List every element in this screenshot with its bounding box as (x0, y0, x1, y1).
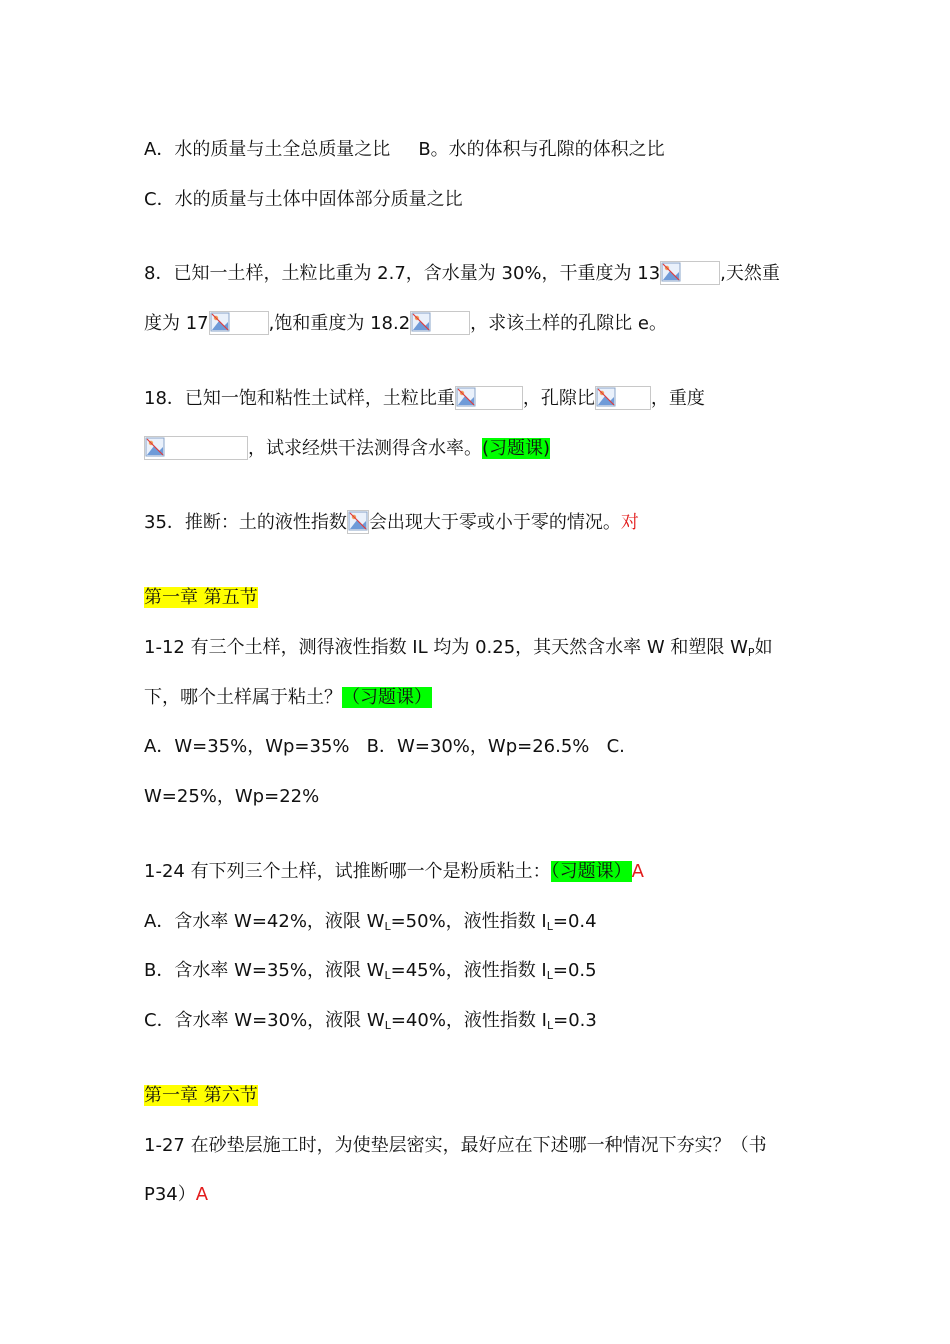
broken-image-icon (455, 386, 523, 410)
option-text: C．含水率 W=30%，液限 W (144, 1010, 385, 1031)
option-sub: L (384, 969, 391, 982)
option-sub: L (384, 920, 391, 933)
option-text: =0.5 (552, 960, 597, 981)
q1-12-line-2 (144, 685, 432, 711)
q1-24-line (144, 859, 644, 885)
q18-text-c: ，重度 (650, 388, 705, 409)
q1-27-line-1: 1-27 在砂垫层施工时，为使垫层密实，最好应在下述哪一种情况下夯实？（书 (144, 1135, 767, 1156)
q1-27-text: P34） (144, 1184, 196, 1205)
q8-text: 8．已知一土样，土粒比重为 2.7，含水量为 30%，干重度为 13 (144, 263, 661, 284)
q18-tag: (习题课) (482, 438, 551, 459)
broken-image-icon (347, 510, 369, 534)
q18-text-a: 18．已知一饱和粘性土试样，土粒比重 (144, 388, 455, 409)
broken-image-icon (595, 386, 651, 410)
q1-24-answer: A (631, 861, 644, 882)
section-heading-6-text: 第一章 第六节 (144, 1085, 258, 1106)
q18-line-2 (144, 436, 550, 462)
q7-option-a: A．水的质量与土全总质量之比 (144, 139, 391, 160)
q1-12-line-1 (144, 635, 773, 661)
option-sub: L (546, 1019, 554, 1032)
section-heading-5-text: 第一章 第五节 (144, 587, 258, 608)
broken-image-icon (209, 311, 269, 335)
q18-text-b: ，孔隙比 (522, 388, 595, 409)
option-sub: L (546, 920, 553, 933)
option-sub: L (546, 969, 553, 982)
q1-24-option-a (144, 909, 597, 935)
option-text: =0.3 (553, 1010, 597, 1031)
option-text: =45%，液性指数 I (390, 960, 547, 981)
broken-image-icon (660, 261, 720, 285)
q1-24-text: 1-24 有下列三个土样，试推断哪一个是粉质粘土： (144, 861, 551, 882)
option-text: B．含水率 W=35%，液限 W (144, 960, 385, 981)
q35-text-a: 35．推断：土的液性指数 (144, 512, 347, 533)
q7-option-line-1 (144, 137, 665, 163)
option-text: =0.4 (552, 911, 597, 932)
q7-option-b: B。水的体积与孔隙的体积之比 (418, 139, 665, 160)
q8-text-b: ,饱和重度为 18.2 (268, 313, 411, 334)
option-sub: L (384, 1019, 391, 1032)
q1-12-text-a: 1-12 有三个土样，测得液性指数 IL 均为 0.25，其天然含水率 W 和塑限 W (144, 637, 748, 658)
option-text: =40%，液性指数 I (390, 1010, 547, 1031)
q7-option-c: C．水的质量与土体中固体部分质量之比 (144, 189, 463, 210)
q18-line-1 (144, 386, 705, 412)
q1-12-sub: P (747, 646, 755, 659)
q1-12-options-2: W=25%，Wp=22% (144, 786, 320, 807)
q1-12-options-1: A．W=35%，Wp=35% B．W=30%，Wp=26.5% C. (144, 736, 625, 757)
q1-24-tag: （习题课） (550, 861, 632, 882)
q1-12-text-c: 下，哪个土样属于粘土？ (144, 687, 342, 708)
section-heading-6 (144, 1083, 258, 1109)
option-text: =50%，液性指数 I (390, 911, 547, 932)
q18-text-d: ，试求经烘干法测得含水率。 (248, 438, 482, 459)
q1-27-answer: A (195, 1184, 209, 1205)
q8-line-2 (144, 311, 667, 337)
q35-text-b: 会出现大于零或小于零的情况。 (368, 512, 621, 533)
broken-image-icon (144, 436, 248, 460)
q1-12-text-b: 如 (754, 637, 773, 658)
q8-text-c: ，求该土样的孔隙比 e。 (470, 313, 667, 334)
section-heading-5 (144, 585, 258, 611)
q35-line (144, 510, 639, 536)
broken-image-icon (410, 311, 470, 335)
q8-text-cont: ,天然重 (720, 263, 780, 284)
option-text: A．含水率 W=42%，液限 W (144, 911, 385, 932)
q1-27-line-2 (144, 1182, 208, 1208)
q1-24-option-c (144, 1008, 597, 1034)
q8-line-1 (144, 261, 780, 287)
q35-answer: 对 (620, 512, 639, 533)
q1-12-tag: （习题课） (342, 687, 432, 708)
q1-24-option-b (144, 958, 597, 984)
q8-text-a: 度为 17 (144, 313, 209, 334)
